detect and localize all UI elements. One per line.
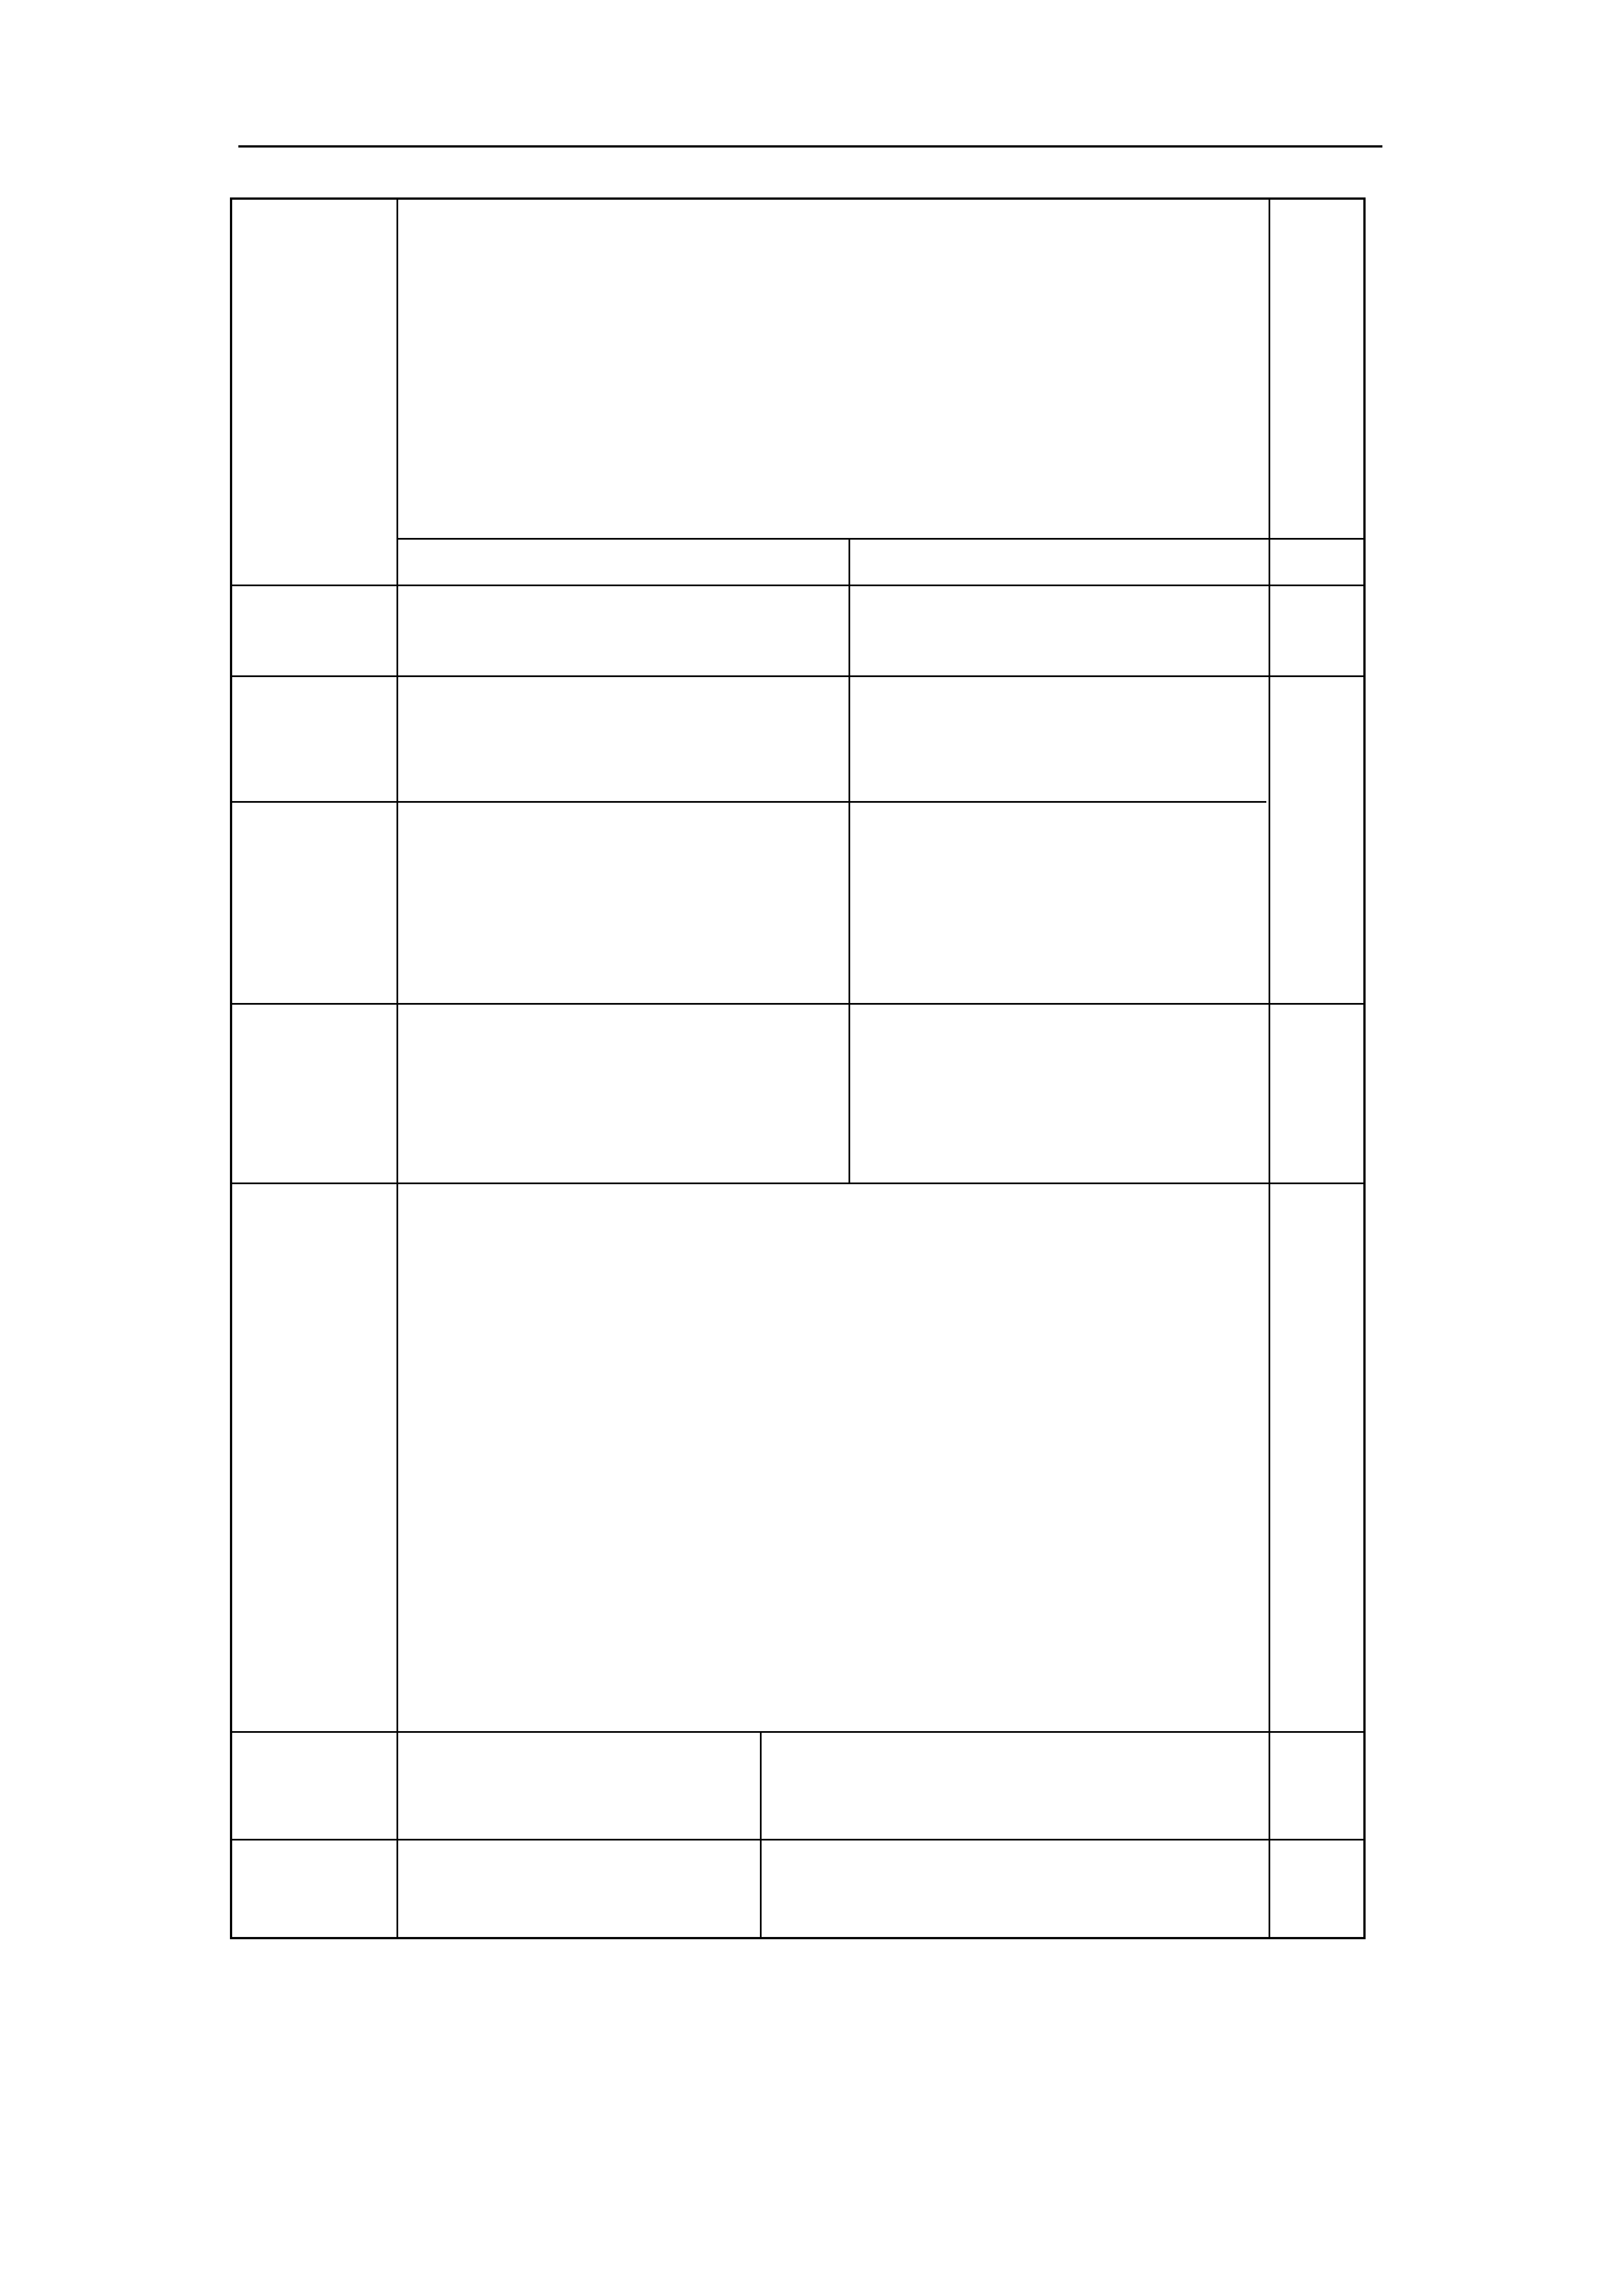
row-5-label: [232, 801, 396, 1003]
rows-3-4-intent: [1281, 585, 1365, 801]
lesson-plan-table: [230, 197, 1366, 1939]
row-8-label: [232, 1731, 396, 1839]
row-1-label: [232, 200, 396, 538]
row-6-intent: [1281, 1003, 1365, 1182]
header-rule: [238, 145, 1382, 148]
row-2-intent: [1281, 538, 1365, 585]
row-4-activity: [849, 675, 1269, 801]
row-6-activity: [861, 1003, 1254, 1182]
row-4-label: [232, 675, 396, 801]
row-2-activity: [861, 538, 1254, 585]
row-3-content: [412, 585, 838, 675]
row-1-content: [412, 200, 1264, 538]
row-5-content: [412, 801, 838, 1003]
row-5-intent: [1281, 801, 1365, 1003]
row-6-label: [232, 1003, 396, 1182]
row-4-content: [398, 675, 849, 801]
row-7-label: [232, 1182, 396, 1731]
row-2-content: [412, 538, 838, 585]
row-9-content: [412, 1839, 754, 1937]
row-1-intent: [1281, 200, 1365, 538]
row-3-activity: [849, 585, 1269, 675]
row-9-intent: [1281, 1839, 1365, 1937]
row-5-activity: [849, 801, 1269, 1003]
row-8-content: [412, 1731, 754, 1839]
row-8-intent: [1281, 1731, 1365, 1839]
row-7-intent: [1281, 1182, 1365, 1731]
row-7-content: [412, 1182, 1264, 1731]
row-6-content: [412, 1003, 838, 1182]
row-9-label: [232, 1839, 396, 1937]
row-9-activity: [773, 1839, 1255, 1937]
row-3-label: [232, 585, 396, 675]
row-8-activity: [773, 1731, 1255, 1839]
